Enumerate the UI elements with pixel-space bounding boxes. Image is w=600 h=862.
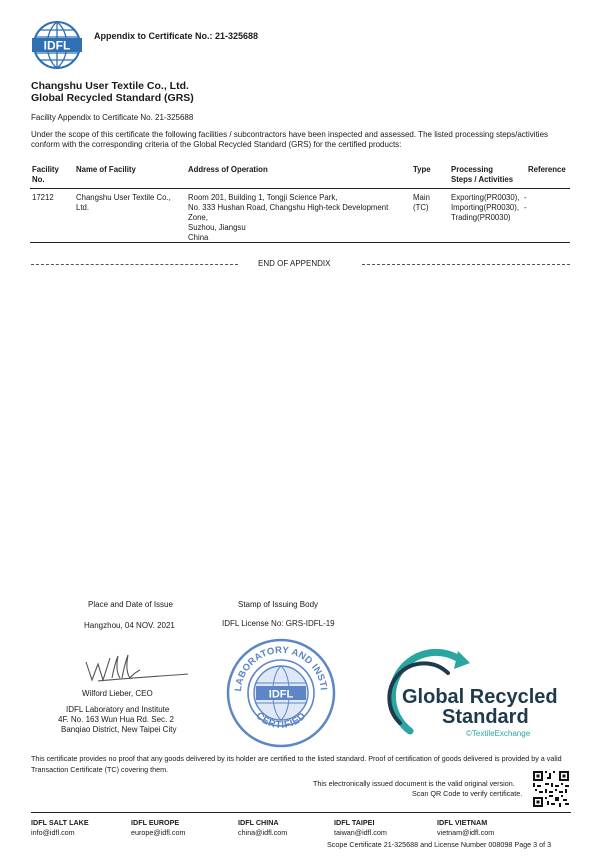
- cell-facility-no: 17212: [32, 193, 54, 202]
- office-email[interactable]: europe@idfl.com: [131, 827, 186, 837]
- idfl-logo-text: IDFL: [43, 38, 71, 53]
- electronic-notice-2: Scan QR Code to verify certificate.: [412, 789, 523, 798]
- cell-reference: - -: [524, 193, 527, 212]
- grs-line-3: ©TextileExchange: [466, 729, 531, 738]
- divider-left: [31, 264, 238, 265]
- table-row: [30, 189, 570, 244]
- electronic-notice-1: This electronically issued document is the valid original version.: [313, 779, 515, 788]
- col-facility-no: Facility No.: [30, 163, 74, 189]
- footer-office-china: IDFL CHINA china@idfl.com: [238, 818, 288, 837]
- license-number: IDFL License No: GRS-IDFL-19: [222, 619, 335, 628]
- office-email[interactable]: vietnam@idfl.com: [437, 827, 495, 837]
- stamp-label: Stamp of Issuing Body: [238, 600, 319, 609]
- place-date-label: Place and Date of Issue: [88, 600, 173, 609]
- footer-office-salt-lake: IDFL SALT LAKE info@idfl.com: [31, 818, 89, 837]
- standard-name: Global Recycled Standard (GRS): [31, 92, 194, 104]
- idfl-logo: [30, 20, 84, 70]
- office-email[interactable]: info@idfl.com: [31, 827, 75, 837]
- stamp-logo-text: IDFL: [268, 688, 294, 701]
- scope-line: Scope Certificate 21-325688 and License Number 008098 Page 3 of 3: [327, 840, 552, 849]
- grs-line-2: Standard: [442, 706, 529, 728]
- table-bottom-rule: [30, 242, 570, 243]
- disclaimer: This certificate provides no proof that any goods delivered by its holder are certified to the listed standard. Proof of certification of goods delivered is provided by a valid Transaction Certificate (TC) covering them.: [31, 754, 562, 774]
- stamp-bottom-text: CERTIFIED: [253, 710, 309, 732]
- stamp-top-text: LABORATORY AND INSTI: [232, 644, 329, 692]
- signatory-org: IDFL Laboratory and Institute: [66, 705, 170, 714]
- col-address: Address of Operation: [186, 163, 411, 189]
- divider-right: [362, 264, 570, 265]
- facility-appendix-line: Facility Appendix to Certificate No. 21-325688: [31, 113, 194, 122]
- footer-rule: [31, 812, 571, 813]
- footer-office-europe: IDFL EUROPE europe@idfl.com: [131, 818, 186, 837]
- facility-table: [30, 163, 570, 243]
- place-date-value: Hangzhou, 04 NOV. 2021: [84, 621, 175, 630]
- footer-office-vietnam: IDFL VIETNAM vietnam@idfl.com: [437, 818, 495, 837]
- footer-office-taipei: IDFL TAIPEI taiwan@idfl.com: [334, 818, 387, 837]
- certification-stamp: [225, 637, 337, 749]
- intro-text: Under the scope of this certificate the following facilities / subcontractors have been inspected and assessed. The listed processing steps/activities conform with the corresponding criteria of the Global Recycled Standard (GRS) for the certified products:: [31, 130, 549, 149]
- cell-name: Changshu User Textile Co., Ltd.: [76, 193, 171, 212]
- cell-processing: Exporting(PR0030), Importing(PR0030), Trading(PR0030): [451, 193, 520, 222]
- cell-address: Room 201, Building 1, Tongji Science Park, No. 333 Hushan Road, Changshu High-teck Development Zone, Suzhou, Jiangsu China: [188, 193, 389, 242]
- table-header-row: [30, 163, 570, 189]
- grs-logo: [370, 643, 560, 748]
- end-of-appendix: END OF APPENDIX: [258, 259, 331, 268]
- signatory-address-2: Banqiao District, New Taipei City: [61, 725, 177, 734]
- grs-line-1: Global Recycled: [402, 686, 558, 708]
- signatory-name: Wilford Lieber, CEO: [82, 689, 153, 698]
- office-email[interactable]: china@idfl.com: [238, 827, 288, 837]
- signatory-address-1: 4F. No. 163 Wun Hua Rd. Sec. 2: [58, 715, 174, 724]
- qr-code[interactable]: [533, 771, 569, 807]
- company-name: Changshu User Textile Co., Ltd.: [31, 80, 189, 92]
- cell-type: Main (TC): [413, 193, 430, 212]
- col-processing: Processing Steps / Activities: [449, 163, 526, 189]
- col-name: Name of Facility: [74, 163, 186, 189]
- appendix-title: Appendix to Certificate No.: 21-325688: [94, 31, 259, 41]
- signature: [78, 650, 198, 688]
- office-email[interactable]: taiwan@idfl.com: [334, 827, 387, 837]
- col-reference: Reference: [526, 163, 570, 189]
- col-type: Type: [411, 163, 449, 189]
